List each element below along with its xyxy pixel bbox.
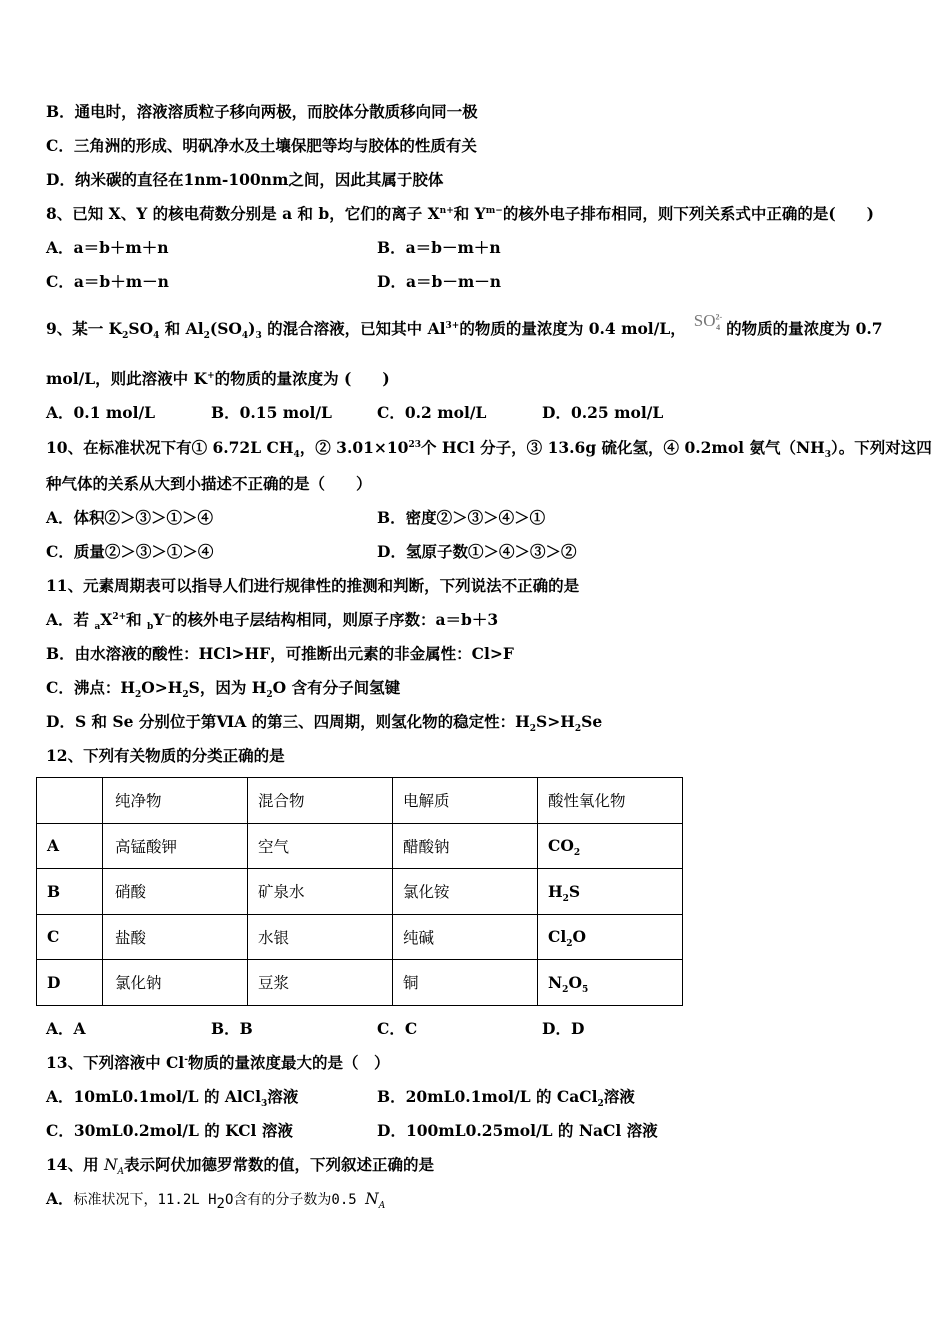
q11-option-a: A．若 $_aX^{2+}$和 $_b$Y−的核外电子层结构相同，则原子序数：a＝b＋3 [46,610,499,633]
q12-option-d: D．D [542,1019,585,1038]
row-label: C [37,914,103,960]
q12-option-c: C．C [377,1019,418,1038]
acidic-oxide-cell: $Cl_2O$ [538,914,683,960]
table-row [37,823,683,869]
electrolyte-cell: 铜 [393,960,538,1006]
mixture-cell: 水银 [248,914,393,960]
classification-table [36,777,683,1006]
table-row [37,869,683,915]
q9-option-a: A．0.1 mol/L [46,403,156,422]
q10-stem-line2: 种气体的关系从大到小描述不正确的是（ ） [46,474,372,493]
mixture-cell: 空气 [248,823,393,869]
q8-option-b: B．a＝b－m＋n [377,238,501,257]
q13-stem: 13、下列溶液中 Cl-物质的量浓度最大的是（ ） [46,1053,390,1072]
q8-option-c: C．a＝b＋m－n [46,272,169,291]
q10-option-c: C．质量②＞③＞①＞④ [46,542,214,561]
q10-stem: 10、在标准状况下有① 6.72L $CH_4$，② $3.01\times 10^{23}$个 HCl 分子，③ 13.6g 硫化氢，④ 0.2mol 氨气$(NH_3)$。下列对这四 [46,438,932,461]
sulfate-formula: $SO^{2-}_4$ [693,311,723,333]
pure-substance-cell: 高锰酸钾 [103,823,248,869]
q11-stem: 11、元素周期表可以指导人们进行规律性的推测和判断，下列说法不正确的是 [46,576,580,595]
q9-option-c: C．0.2 mol/L [377,403,487,422]
acidic-oxide-cell: $CO_2$ [538,823,683,869]
q11-option-c: C．沸点：$H_2O>H_2S$，因为 $H_2O$ 含有分子间氢键 [46,678,401,701]
q9-stem-line2: mol/L，则此溶液中 K+的物质的量浓度为 ( ) [46,369,390,388]
mixture-cell: 矿泉水 [248,869,393,915]
electrolyte-cell: 醋酸钠 [393,823,538,869]
pure-substance-cell: 盐酸 [103,914,248,960]
table-header-cell: 纯净物 [103,778,248,824]
row-label: B [37,869,103,915]
q11-option-d: D．S 和 Se 分别位于第ⅥA 的第三、四周期，则氢化物的稳定性：$H_2S>H_2Se$ [46,712,603,735]
q13-option-b: B．20mL0.1mol/L 的 CaCl$_2$溶液 [377,1087,635,1110]
mixture-cell: 豆浆 [248,960,393,1006]
q9-option-d: D．0.25 mol/L [542,403,664,422]
q13-option-c: C．30mL0.2mol/L 的 KCl 溶液 [46,1121,293,1140]
electrolyte-cell: 氯化铵 [393,869,538,915]
q10-option-b: B．密度②＞③＞④＞① [377,508,546,527]
table-header-cell: 电解质 [393,778,538,824]
q12-stem: 12、下列有关物质的分类正确的是 [46,746,285,765]
q10-option-a: A．体积②＞③＞①＞④ [46,508,214,527]
table-header-row [37,778,683,824]
q13-option-a: A．10mL0.1mol/L 的 AlCl$_3$溶液 [46,1087,299,1110]
q7-option-b: B．通电时，溶液溶质粒子移向两极，而胶体分散质移向同一极 [46,102,478,121]
q14-option-a: A．标准状况下，11.2L $H_2O$含有的分子数为0.5 $N_A$ [46,1189,386,1213]
row-label: A [37,823,103,869]
electrolyte-cell: 纯碱 [393,914,538,960]
q8-option-d: D．a＝b－m－n [377,272,501,291]
q10-option-d: D．氢原子数①＞④＞③＞② [377,542,577,561]
acidic-oxide-cell: $H_2S$ [538,869,683,915]
q8-option-a: A．a＝b＋m＋n [46,238,169,257]
q12-option-b: B．B [211,1019,253,1038]
table-header-cell [37,778,103,824]
q7-option-d: D．纳米碳的直径在1nm-100nm之间，因此其属于胶体 [46,170,444,189]
q12-option-a: A．A [46,1019,86,1038]
table-row [37,914,683,960]
acidic-oxide-cell: $N_2O_5$ [538,960,683,1006]
pure-substance-cell: 硝酸 [103,869,248,915]
table-row [37,960,683,1006]
q9-stem: 9、某一 $K_2SO_4$ 和 $Al_2(SO_4)_3$ 的混合溶液，已知其中 $Al^{3+}$的物质的量浓度为 0.4 mol/L， $SO^{2-}_4$ 的物质的量浓度为 0.7 [46,311,883,342]
q11-option-b: B．由水溶液的酸性：HCl>HF，可推断出元素的非金属性：Cl>F [46,644,514,663]
table-header-cell: 酸性氧化物 [538,778,683,824]
q14-stem: 14、用 $N_A$表示阿伏加德罗常数的值，下列叙述正确的是 [46,1155,435,1178]
q8-stem: 8、已知 X、Y 的核电荷数分别是 a 和 b，它们的离子 $X^{n+}$和 $Y^{m-}$的核外电子排布相同，则下列关系式中正确的是( ) [46,204,874,223]
row-label: D [37,960,103,1006]
q9-option-b: B．0.15 mol/L [211,403,332,422]
pure-substance-cell: 氯化钠 [103,960,248,1006]
table-header-cell: 混合物 [248,778,393,824]
q7-option-c: C．三角洲的形成、明矾净水及土壤保肥等均与胶体的性质有关 [46,136,477,155]
q13-option-d: D．100mL0.25mol/L 的 NaCl 溶液 [377,1121,658,1140]
